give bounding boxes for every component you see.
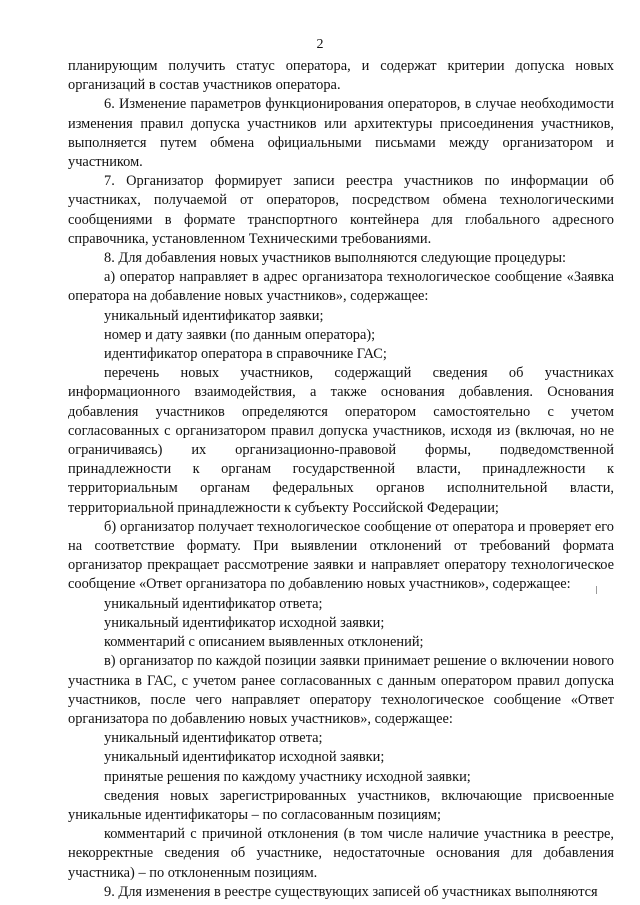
scan-speck <box>596 586 597 594</box>
list-item: уникальный идентификатор заявки; <box>104 307 324 324</box>
paragraph-item-6: 6. Изменение параметров функционирования операторов, в случае необходимости изменения правил допуска участников или архитектуры присоединения участников, выполняется путем обмена официальными письмами между организатором и участником. <box>68 96 614 171</box>
paragraph-item-7: 7. Организатор формирует записи реестра участников по информации об участниках, получаемой от операторов, посредством обмена технологическими сообщениями в формате транспортного контейнера для глобального адресного справочника, установленном Техническими требованиями. <box>68 173 614 247</box>
paragraph-item-8: 8. Для добавления новых участников выполняются следующие процедуры: <box>104 250 566 267</box>
document-body <box>68 57 614 902</box>
subitem-a: а) оператор направляет в адрес организатора технологическое сообщение «Заявка оператора на добавление новых участников», содержащее: <box>68 269 614 305</box>
paragraph-continuation: планирующим получить статус оператора, и содержат критерии допуска новых организаций в состав участников оператора. <box>68 58 614 94</box>
subitem-b: б) организатор получает технологическое сообщение от оператора и проверяет его на соответствие формату. При выявлении отклонений от требований формата организатор прекращает рассмотрение заявки и направляет оператору технологическое сообщение «Ответ организатора по добавлению новых участников», содержащее: <box>68 518 614 593</box>
list-item: комментарий с описанием выявленных отклонений; <box>104 634 424 651</box>
list-item: уникальный идентификатор исходной заявки; <box>104 749 385 766</box>
paragraph-item-9: 9. Для изменения в реестре существующих записей об участниках выполняются <box>104 883 598 900</box>
list-item: перечень новых участников, содержащий сведения об участниках информационного взаимодействия, а также основания добавления. Основания добавления участников определяются оператором самостоятельно с учетом согласованных с организатором правил допуска участников, исходя из (включая, но не ограничиваясь) их организационно-правовой формы, подведомственной принадлежности к органам государственной власти, принадлежности к территориальным органам федеральных органов исполнительной власти, территориальной принадлежности к субъекту Российской Федерации; <box>68 365 614 516</box>
subitem-v: в) организатор по каждой позиции заявки принимает решение о включении нового участника в ГАС, с учетом ранее согласованных с данным оператором правил допуска участников, после чего направляет оператору технологическое сообщение «Ответ организатора по добавлению новых участников», содержащее: <box>68 653 614 727</box>
list-item: идентификатор оператора в справочнике ГАС; <box>104 346 387 363</box>
list-item: номер и дату заявки (по данным оператора); <box>104 326 376 343</box>
list-item: уникальный идентификатор исходной заявки; <box>104 614 385 631</box>
page-number: 2 <box>316 37 324 52</box>
list-item: уникальный идентификатор ответа; <box>104 595 323 612</box>
list-item: уникальный идентификатор ответа; <box>104 730 323 747</box>
list-item: сведения новых зарегистрированных участников, включающие присвоенные уникальные идентификаторы – по согласованным позициям; <box>68 787 614 823</box>
list-item: принятые решения по каждому участнику исходной заявки; <box>104 768 471 785</box>
list-item: комментарий с причиной отклонения (в том числе наличие участника в реестре, некорректные сведения об участнике, недостаточные основания для добавления участника) – по отклоненным позициям. <box>68 826 614 881</box>
